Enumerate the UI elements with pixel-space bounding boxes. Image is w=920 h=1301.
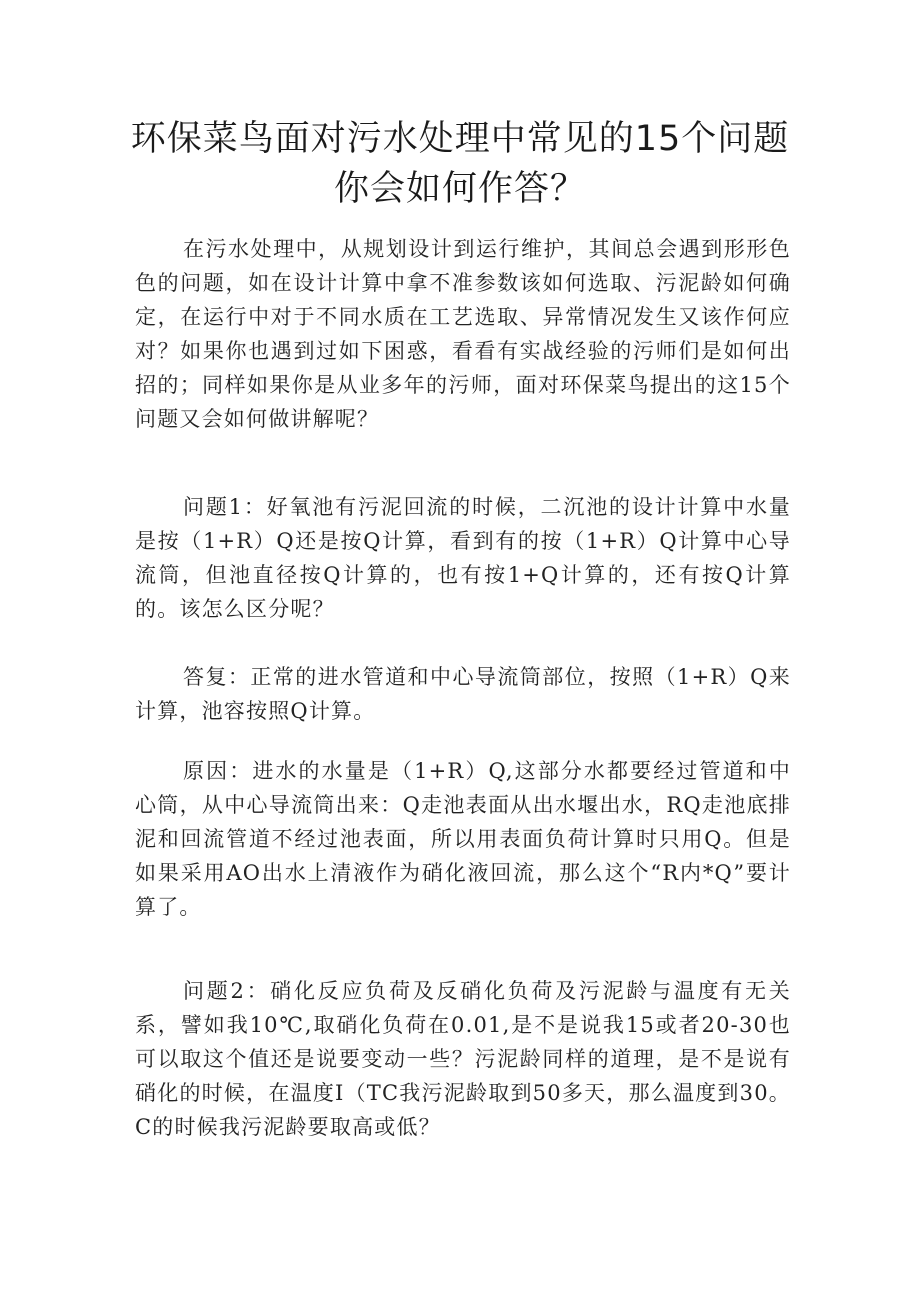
paragraph-answer-1: 答复：正常的进水管道和中心导流筒部位，按照（1+R）Q来计算，池容按照Q计算。 bbox=[135, 665, 791, 723]
paragraph-question-1: 问题1：好氧池有污泥回流的时候，二沉池的设计计算中水量是按（1+R）Q还是按Q计算，看到有的按（1+R）Q计算中心导流筒，但池直径按Q计算的，也有按1+Q计算的，还有按Q计算的。该怎么区分呢？ bbox=[135, 495, 791, 621]
paragraph-question-2: 问题2：硝化反应负荷及反硝化负荷及污泥龄与温度有无关系，譬如我10℃,取硝化负荷在0.01,是不是说我15或者20-30也可以取这个值还是说要变动一些？污泥龄同样的道理，是不是说有硝化的时候，在温度I（TC我污泥龄取到50多天，那么温度到30。C的时候我污泥龄要取高或低？ bbox=[135, 979, 791, 1139]
paragraph-reason-1: 原因：进水的水量是（1+R）Q,这部分水都要经过管道和中心筒，从中心导流筒出来：Q走池表面从出水堰出水，RQ走池底排泥和回流管道不经过池表面，所以用表面负荷计算时只用Q。但是如果采用AO出水上清液作为硝化液回流，那么这个“R内*Q”要计算了。 bbox=[135, 759, 791, 919]
document-title-line-2: 你会如何作答？ bbox=[333, 169, 586, 209]
document-title-line-1: 环保菜鸟面对污水处理中常见的15个问题 bbox=[130, 119, 790, 159]
paragraph-intro: 在污水处理中，从规划设计到运行维护，其间总会遇到形形色色的问题，如在设计计算中拿不准参数该如何选取、污泥龄如何确定，在运行中对于不同水质在工艺选取、异常情况发生又该作何应对？如果你也遇到过如下困惑，看看有实战经验的污师们是如何出招的；同样如果你是从业多年的污师，面对环保菜鸟提出的这15个问题又会如何做讲解呢？ bbox=[135, 237, 791, 431]
